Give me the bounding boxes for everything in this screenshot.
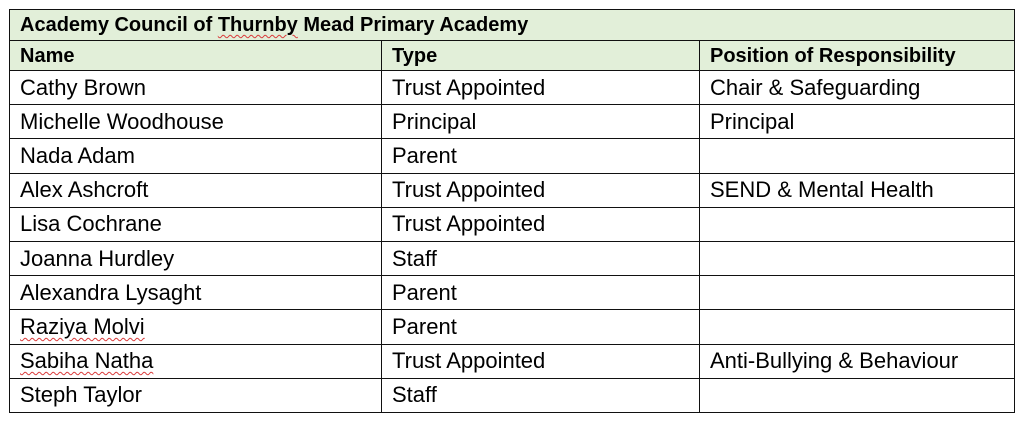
cell-type: Principal [382, 105, 700, 139]
table-row [10, 105, 1015, 139]
cell-type: Staff [382, 378, 700, 412]
table-row [10, 71, 1015, 105]
table-row [10, 207, 1015, 241]
cell-position [700, 139, 1015, 173]
cell-name: Joanna Hurdley [10, 241, 382, 275]
cell-name: Lisa Cochrane [10, 207, 382, 241]
cell-name: Alexandra Lysaght [10, 276, 382, 310]
table-title-row [10, 10, 1015, 41]
cell-type: Parent [382, 276, 700, 310]
council-table [9, 9, 1015, 413]
cell-position [700, 378, 1015, 412]
cell-position: Principal [700, 105, 1015, 139]
cell-type: Staff [382, 241, 700, 275]
spellcheck-flagged-name: Raziya Molvi [20, 313, 145, 339]
spellcheck-flagged-name: Sabiha Natha [20, 348, 154, 374]
cell-position: SEND & Mental Health [700, 173, 1015, 207]
cell-position [700, 310, 1015, 344]
table-body [10, 71, 1015, 413]
table-title-flagged-word: Thurnby [217, 14, 298, 36]
table-row [10, 310, 1015, 344]
table-title-suffix: Mead Primary Academy [297, 14, 529, 36]
cell-type: Trust Appointed [382, 344, 700, 378]
cell-name: Steph Taylor [10, 378, 382, 412]
cell-type: Trust Appointed [382, 71, 700, 105]
table-row [10, 344, 1015, 378]
cell-type: Parent [382, 310, 700, 344]
header-position: Position of Responsibility [700, 41, 1015, 71]
header-type: Type [382, 41, 700, 71]
table-title-prefix: Academy Council of [20, 14, 218, 36]
table-row [10, 276, 1015, 310]
cell-name [10, 344, 382, 378]
cell-position: Anti-Bullying & Behaviour [700, 344, 1015, 378]
cell-type: Trust Appointed [382, 173, 700, 207]
table-row [10, 241, 1015, 275]
cell-type: Trust Appointed [382, 207, 700, 241]
table-row [10, 139, 1015, 173]
header-name: Name [10, 41, 382, 71]
cell-position [700, 207, 1015, 241]
cell-name [10, 310, 382, 344]
cell-position [700, 241, 1015, 275]
cell-name: Nada Adam [10, 139, 382, 173]
table-row [10, 173, 1015, 207]
table-row [10, 378, 1015, 412]
cell-type: Parent [382, 139, 700, 173]
cell-name: Alex Ashcroft [10, 173, 382, 207]
cell-position [700, 276, 1015, 310]
cell-name: Cathy Brown [10, 71, 382, 105]
cell-position: Chair & Safeguarding [700, 71, 1015, 105]
cell-name: Michelle Woodhouse [10, 105, 382, 139]
table-header-row [10, 41, 1015, 71]
table-title [10, 10, 1015, 41]
